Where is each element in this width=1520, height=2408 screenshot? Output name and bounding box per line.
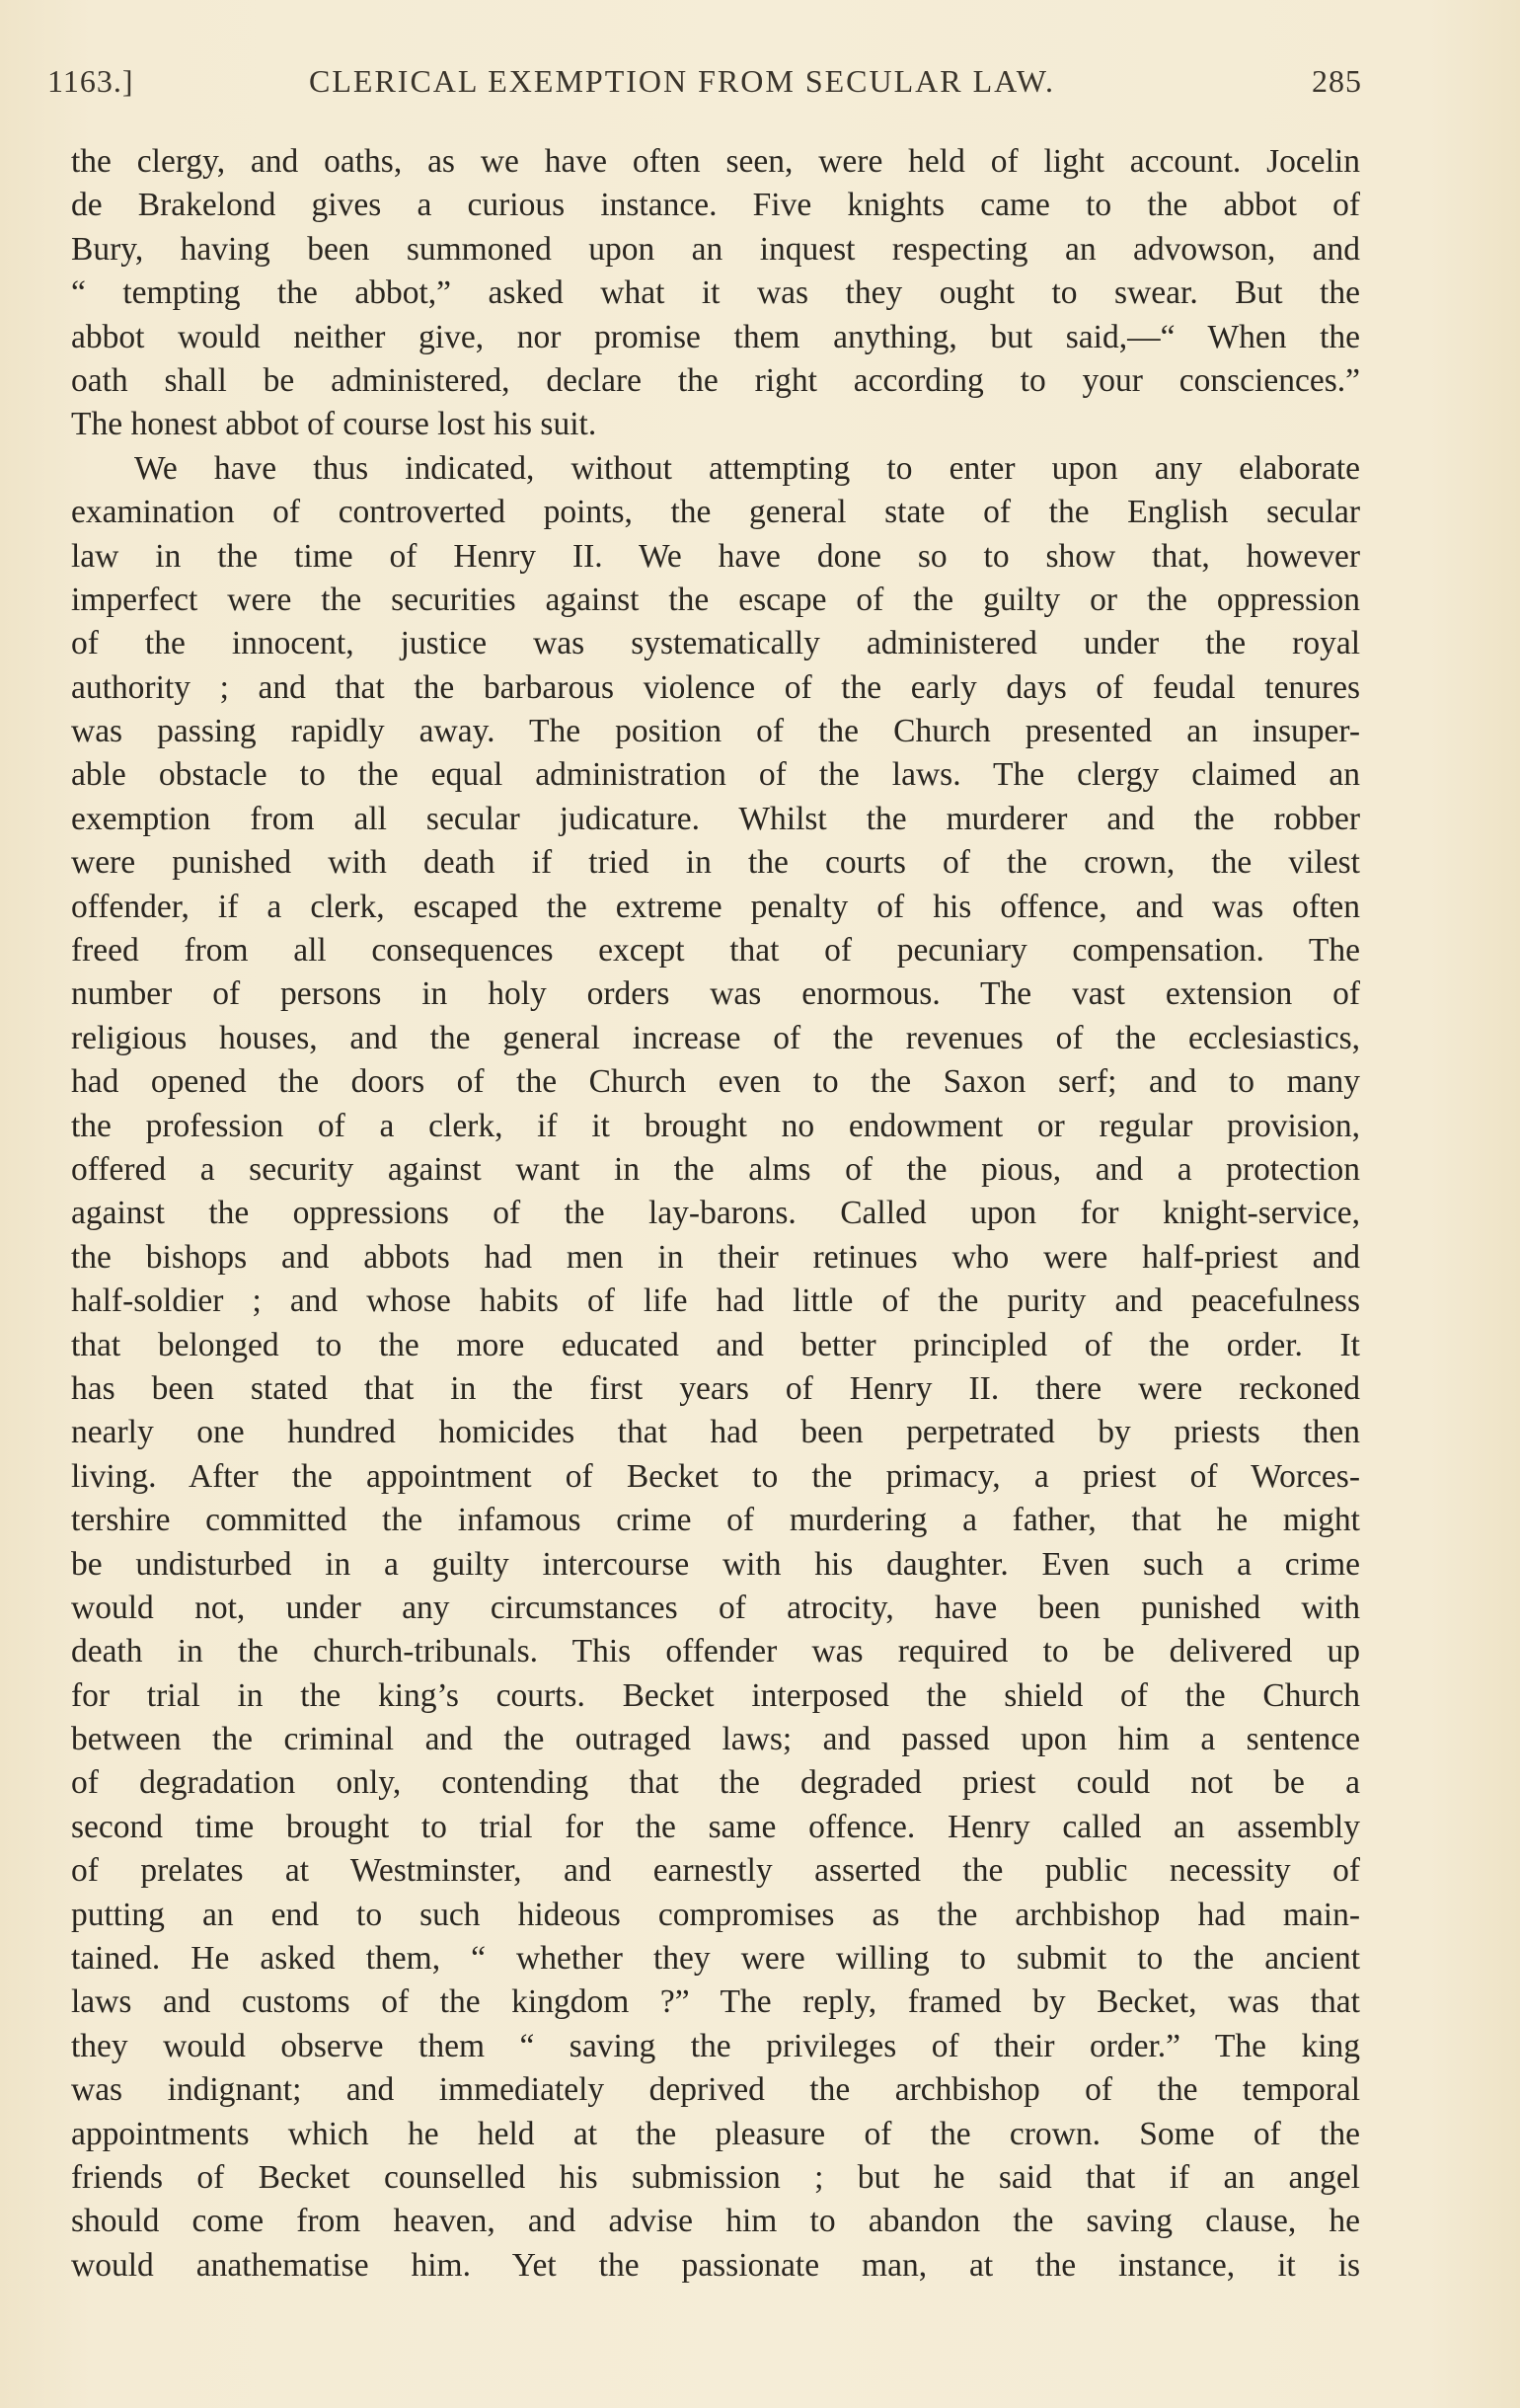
text-line: living. After the appointment of Becket to the primacy, a priest of Worces- <box>71 1457 1360 1495</box>
text-line: examination of controverted points, the general state of the English secular <box>71 494 1360 531</box>
page-number: 285 <box>1312 63 1362 99</box>
text-line: law in the time of Henry II. We have done so to show that, however <box>71 537 1360 575</box>
text-line: oath shall be administered, declare the right according to your consciences.” <box>71 361 1360 399</box>
text-line: number of persons in holy orders was enormous. The vast extension of <box>71 975 1360 1013</box>
text-line: freed from all consequences except that of pecuniary compensation. The <box>71 932 1360 970</box>
text-line: of degradation only, contending that the degraded priest could not be a <box>71 1764 1360 1802</box>
text-line: “ tempting the abbot,” asked what it was they ought to swear. But the <box>71 274 1360 312</box>
text-line: the clergy, and oaths, as we have often seen, were held of light account. Jocelin <box>71 143 1360 180</box>
text-line: authority ; and that the barbarous violence of the early days of feudal tenures <box>71 668 1360 706</box>
text-line: death in the church-tribunals. This offender was required to be delivered up <box>71 1633 1360 1670</box>
text-line: half-soldier ; and whose habits of life had little of the purity and peacefulness <box>71 1282 1360 1320</box>
text-line: was passing rapidly away. The position of the Church presented an insuper- <box>71 713 1360 750</box>
text-line: between the criminal and the outraged laws; and passed upon him a sentence <box>71 1721 1360 1758</box>
text-line: that belonged to the more educated and better principled of the order. It <box>71 1326 1360 1363</box>
text-line: imperfect were the securities against the escape of the guilty or the oppression <box>71 581 1360 618</box>
text-line: the profession of a clerk, if it brought no endowment or regular provision, <box>71 1107 1360 1144</box>
text-line: exemption from all secular judicature. Whilst the murderer and the robber <box>71 800 1360 837</box>
text-line: would anathematise him. Yet the passionate man, at the instance, it is <box>71 2246 1360 2284</box>
text-line: of the innocent, justice was systematically administered under the royal <box>71 625 1360 662</box>
text-line: appointments which he held at the pleasure of the crown. Some of the <box>71 2115 1360 2152</box>
text-line: laws and customs of the kingdom ?” The reply, framed by Becket, was that <box>71 1983 1360 2021</box>
text-line: abbot would neither give, nor promise them anything, but said,—“ When the <box>71 318 1360 355</box>
text-line: against the oppressions of the lay-barons. Called upon for knight-service, <box>71 1195 1360 1232</box>
text-line: for trial in the king’s courts. Becket interposed the shield of the Church <box>71 1676 1360 1714</box>
text-line: they would observe them “ saving the privileges of their order.” The king <box>71 2027 1360 2064</box>
text-line: were punished with death if tried in the courts of the crown, the vilest <box>71 844 1360 882</box>
text-line: would not, under any circumstances of atrocity, have been punished with <box>71 1589 1360 1626</box>
text-line: offered a security against want in the alms of the pious, and a protection <box>71 1150 1360 1188</box>
text-line: The honest abbot of course lost his suit. <box>71 406 597 443</box>
text-line: should come from heaven, and advise him to abandon the saving clause, he <box>71 2203 1360 2240</box>
text-line: was indignant; and immediately deprived the archbishop of the temporal <box>71 2071 1360 2109</box>
text-line: the bishops and abbots had men in their retinues who were half-priest and <box>71 1238 1360 1276</box>
text-line: friends of Becket counselled his submission ; but he said that if an angel <box>71 2158 1360 2196</box>
text-line: be undisturbed in a guilty intercourse with his daughter. Even such a crime <box>71 1545 1360 1583</box>
text-line: has been stated that in the first years of Henry II. there were reckoned <box>71 1369 1360 1407</box>
text-line: tershire committed the infamous crime of murdering a father, that he might <box>71 1502 1360 1539</box>
text-line: putting an end to such hideous compromises as the archbishop had main- <box>71 1896 1360 1933</box>
text-line: offender, if a clerk, escaped the extreme penalty of his offence, and was often <box>71 888 1360 925</box>
text-line: nearly one hundred homicides that had been perpetrated by priests then <box>71 1414 1360 1451</box>
body-text <box>71 140 1360 2288</box>
text-line: of prelates at Westminster, and earnestly asserted the public necessity of <box>71 1852 1360 1890</box>
text-line: We have thus indicated, without attempting to enter upon any elaborate <box>134 449 1360 487</box>
text-line: tained. He asked them, “ whether they were willing to submit to the ancient <box>71 1940 1360 1978</box>
text-line: de Brakelond gives a curious instance. Five knights came to the abbot of <box>71 187 1360 224</box>
header-year-reference: 1163.] <box>47 63 134 99</box>
text-line: had opened the doors of the Church even to the Saxon serf; and to many <box>71 1063 1360 1101</box>
text-line: Bury, having been summoned upon an inquest respecting an advowson, and <box>71 230 1360 268</box>
running-title: CLERICAL EXEMPTION FROM SECULAR LAW. <box>309 63 1055 99</box>
text-line: able obstacle to the equal administration of the laws. The clergy claimed an <box>71 756 1360 794</box>
text-line: second time brought to trial for the same offence. Henry called an assembly <box>71 1808 1360 1845</box>
text-line: religious houses, and the general increase of the revenues of the ecclesiastics, <box>71 1019 1360 1056</box>
running-header <box>47 63 1362 111</box>
